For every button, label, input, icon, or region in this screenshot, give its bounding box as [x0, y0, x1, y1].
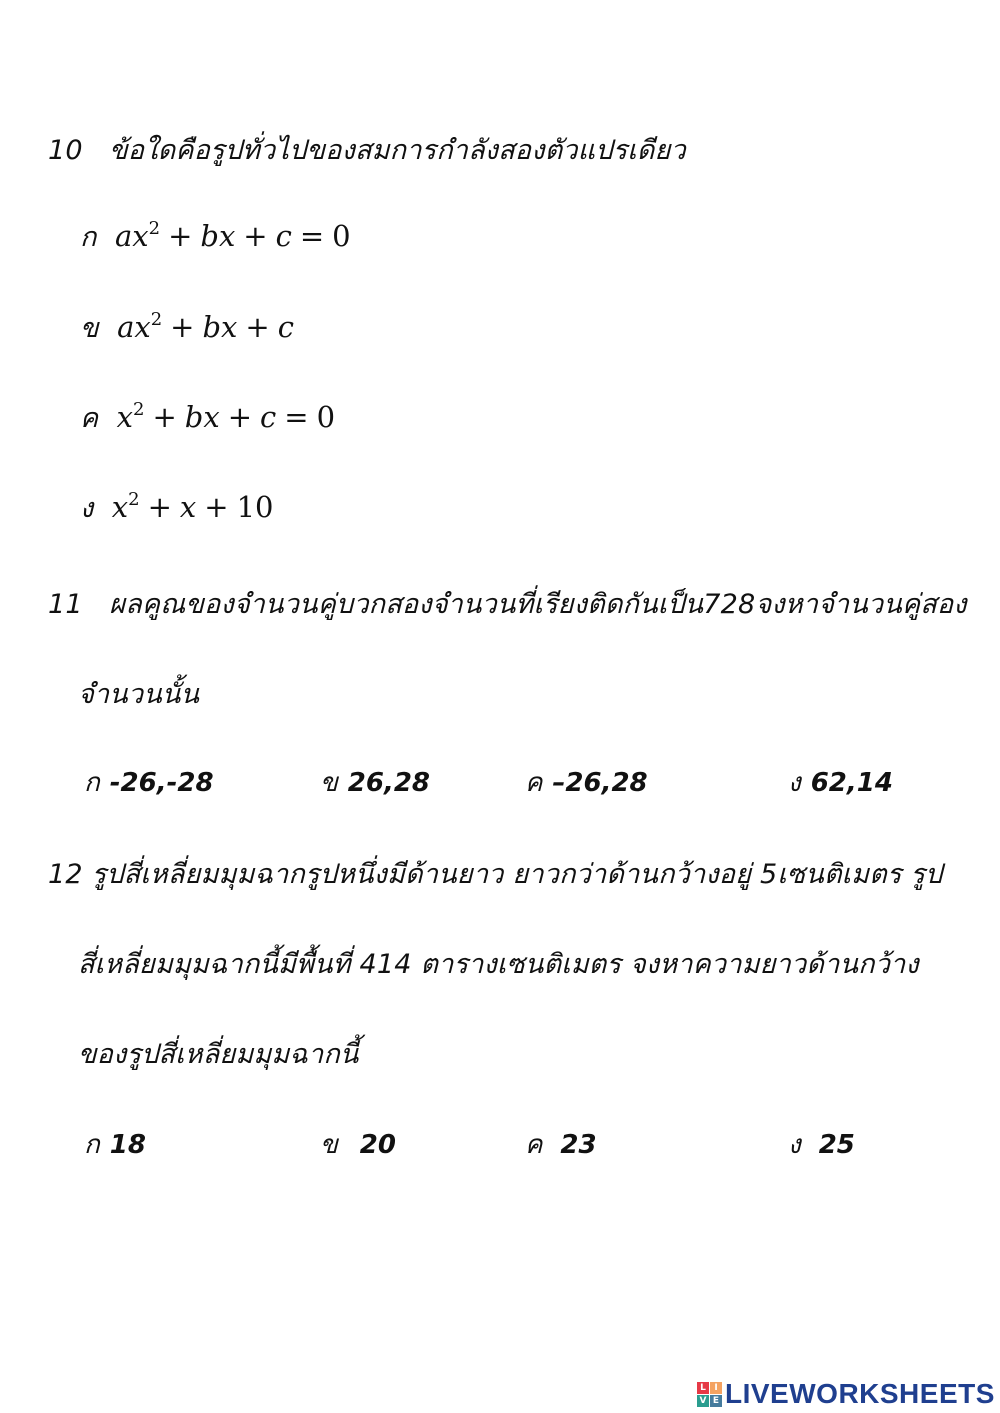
logo-mark-cell: I [710, 1382, 722, 1394]
choice-label: ก [84, 1130, 100, 1160]
choice-value: 25 [818, 1130, 855, 1160]
term: c [275, 219, 292, 253]
q10-number: 10 [48, 135, 83, 166]
choice-value: -26,-28 [109, 768, 214, 798]
liveworksheets-logo [697, 1378, 995, 1410]
logo-mark-cell: L [697, 1382, 709, 1394]
exponent: 2 [148, 218, 161, 239]
term: x [111, 490, 129, 524]
q12-choice-a[interactable] [84, 1124, 146, 1165]
q11-text-line1: ผลคูณของจำนวนคู่บวกสองจำนวนที่เรียงติดกันเป็น728จงหาจำนวนคู่สอง [109, 589, 967, 620]
operator: + [204, 490, 229, 524]
logo-mark-cell: V [697, 1395, 709, 1407]
operator: + [245, 310, 270, 344]
q10-option-d[interactable] [80, 486, 273, 529]
q11-prompt-line2: จำนวนนั้น [78, 679, 200, 710]
q11-choice-d[interactable] [788, 762, 893, 803]
brand-name: LIVEWORKSHEETS [725, 1378, 995, 1409]
term: x [179, 490, 197, 524]
choice-label: ค [525, 1130, 543, 1160]
term: c [277, 310, 294, 344]
choice-value: 26,28 [347, 768, 431, 798]
operator: = [284, 400, 309, 434]
operator: + [152, 400, 177, 434]
q11-choice-b[interactable] [320, 762, 430, 803]
logo-mark-icon [697, 1382, 722, 1407]
term: ax [117, 310, 151, 344]
q10-option-b[interactable] [80, 306, 294, 349]
q11-choice-c[interactable] [525, 762, 648, 803]
term: 0 [332, 219, 351, 253]
term: bx [184, 400, 220, 434]
q12-prompt-line3: ของรูปสี่เหลี่ยมมุมฉากนี้ [78, 1039, 359, 1070]
exponent: 2 [150, 309, 163, 330]
term: bx [202, 310, 238, 344]
q10-text: ข้อใดคือรูปทั่วไปของสมการกำลังสองตัวแปรเดียว [109, 135, 686, 166]
choice-value: 23 [560, 1130, 597, 1160]
option-label: ข [80, 313, 99, 344]
option-label: ค [80, 403, 99, 434]
operator: + [227, 400, 253, 434]
exponent: 2 [133, 399, 145, 420]
q12-prompt-line2: สี่เหลี่ยมมุมฉากนี้มีพื้นที่ 414 ตารางเซนติเมตร จงหาความยาวด้านกว้าง [78, 949, 919, 980]
q10-option-c[interactable] [80, 396, 335, 439]
q12-text-line1: รูปสี่เหลี่ยมมุมฉากรูปหนึ่งมีด้านยาว ยาวกว่าด้านกว้างอยู่ 5เซนติเมตร รูป [91, 859, 943, 890]
choice-label: ค [525, 768, 543, 798]
choice-label: ง [788, 768, 801, 798]
term: c [260, 400, 277, 434]
operator: + [168, 219, 193, 253]
logo-mark-cell: E [710, 1395, 722, 1407]
term: 0 [316, 400, 336, 434]
q10-prompt [48, 128, 686, 171]
term: 10 [236, 490, 274, 524]
choice-value: –26,28 [552, 768, 648, 798]
q11-number: 11 [48, 589, 83, 620]
choice-label: ง [788, 1130, 801, 1160]
term: x [116, 400, 134, 434]
choice-value: 20 [359, 1130, 396, 1160]
q11-prompt-line1 [48, 582, 967, 625]
option-label: ง [80, 493, 94, 524]
choice-value: 62,14 [810, 768, 893, 798]
option-label: ก [80, 222, 97, 253]
q12-choice-d[interactable] [788, 1124, 855, 1165]
q12-number: 12 [48, 859, 83, 890]
q11-choice-a[interactable] [84, 762, 214, 803]
q12-prompt-line1 [48, 852, 942, 895]
choice-label: ข [320, 768, 338, 798]
choice-value: 18 [109, 1130, 146, 1160]
choice-label: ก [84, 768, 100, 798]
operator: + [147, 490, 172, 524]
exponent: 2 [128, 489, 140, 510]
q10-option-a[interactable] [80, 215, 351, 258]
term: bx [200, 219, 236, 253]
q12-choice-c[interactable] [525, 1124, 597, 1165]
choice-label: ข [320, 1130, 338, 1160]
q12-choice-b[interactable] [320, 1124, 396, 1165]
operator: + [243, 219, 268, 253]
term: ax [114, 219, 149, 253]
operator: = [299, 219, 325, 253]
operator: + [170, 310, 195, 344]
